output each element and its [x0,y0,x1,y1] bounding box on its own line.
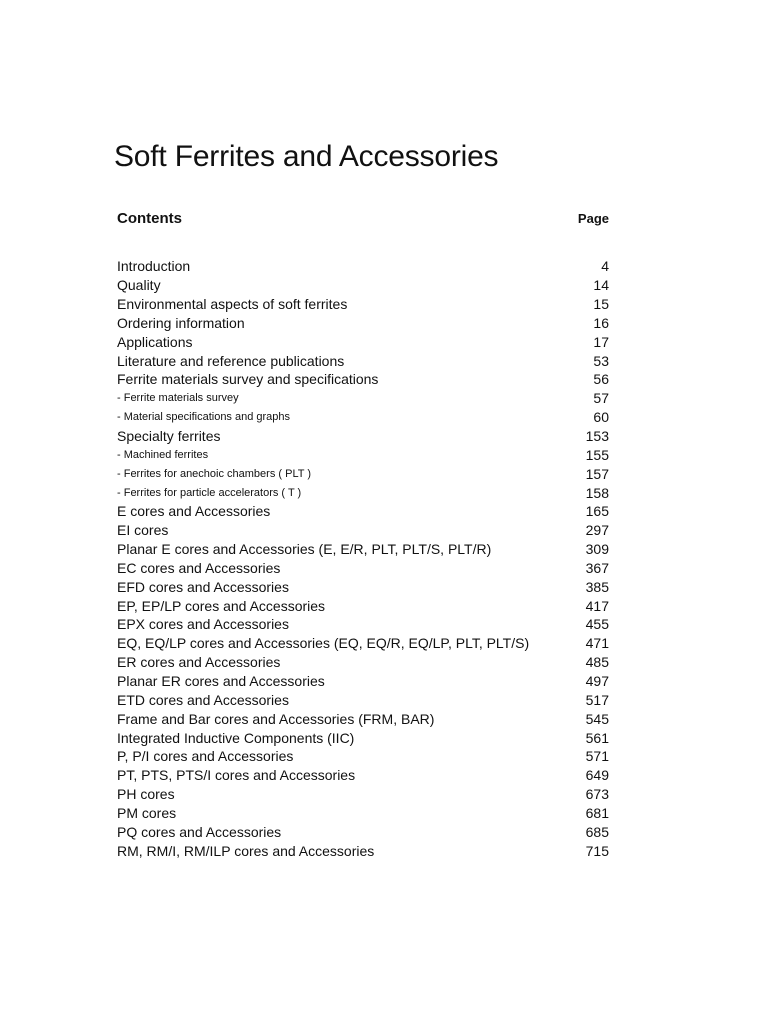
toc-entry-page: 485 [585,654,609,671]
toc-entry-label: EPX cores and Accessories [117,616,289,633]
toc-entry [117,690,609,709]
toc-entry-label: RM, RM/I, RM/ILP cores and Accessories [117,842,375,859]
toc-entry [117,728,609,747]
toc-entry-label: PH cores [117,786,175,803]
toc-entry-page: 455 [585,616,609,633]
toc-entry [117,766,609,785]
toc-entry-label: Introduction [117,258,191,275]
toc-entry [117,841,609,860]
toc-entry-page: 57 [593,390,609,407]
contents-heading: Contents [117,210,182,227]
toc-entry-label: Specialty ferrites [117,428,221,445]
toc-entry-label: PQ cores and Accessories [117,823,282,840]
toc-entry [117,257,609,276]
toc-entry-label: Environmental aspects of soft ferrites [117,296,348,313]
toc-entry-label: - Ferrites for anechoic chambers ( PLT ) [117,467,311,480]
toc-entry-page: 715 [585,842,609,859]
toc-entry-page: 571 [585,748,609,765]
toc-entry [117,653,609,672]
toc-entry [117,427,609,446]
toc-entry-label: Planar ER cores and Accessories [117,672,325,689]
toc-entry-page: 297 [585,522,609,539]
toc-entry [117,596,609,615]
toc-entry [117,822,609,841]
toc-subentry [117,464,609,483]
toc-entry [117,295,609,314]
toc-entry-label: - Material specifications and graphs [117,411,291,424]
toc-entry-page: 158 [585,484,609,501]
toc-entry [117,803,609,822]
toc-entry-page: 471 [585,635,609,652]
toc-entry-page: 153 [585,428,609,445]
toc-entry-page: 561 [585,729,609,746]
toc-entry-page: 14 [593,277,609,294]
toc-entry-label: Integrated Inductive Components (IIC) [117,729,355,746]
toc-entry-page: 517 [585,691,609,708]
toc-entry [117,276,609,295]
toc-entry-label: Applications [117,333,193,350]
toc-header [117,210,609,230]
toc-entry [117,540,609,559]
toc-entry-label: Frame and Bar cores and Accessories (FRM, BAR) [117,710,435,727]
toc-subentry [117,445,609,464]
toc-entry [117,672,609,691]
toc-entry-label: P, P/I cores and Accessories [117,748,294,765]
toc-entry-label: EQ, EQ/LP cores and Accessories (EQ, EQ/R, EQ/LP, PLT, PLT/S) [117,635,530,652]
toc-subentry [117,408,609,427]
toc-entry-label: PT, PTS, PTS/I cores and Accessories [117,767,356,784]
toc-entry [117,785,609,804]
toc-entry-page: 60 [593,409,609,426]
toc-entry-label: - Ferrite materials survey [117,392,239,405]
toc-entry-page: 673 [585,786,609,803]
toc-entry-label: Ordering information [117,314,245,331]
page-column-heading: Page [577,211,609,226]
toc-entry-page: 15 [593,296,609,313]
toc-entry-page: 53 [593,352,609,369]
toc-entry-label: E cores and Accessories [117,503,271,520]
toc-entry-label: PM cores [117,804,177,821]
toc-entry [117,502,609,521]
toc-entry-label: ER cores and Accessories [117,654,281,671]
toc-entry-page: 17 [593,333,609,350]
toc-entry-page: 157 [585,465,609,482]
toc-entry-page: 155 [585,446,609,463]
toc-entry-label: Planar E cores and Accessories (E, E/R, PLT, PLT/S, PLT/R) [117,541,492,558]
toc-entry-page: 681 [585,804,609,821]
page-title: Soft Ferrites and Accessories [114,140,499,173]
toc-entry-label: EI cores [117,522,169,539]
toc-entry-page: 56 [593,371,609,388]
toc-entry-page: 4 [601,258,609,275]
toc-subentry [117,483,609,502]
toc-entry-label: Literature and reference publications [117,352,345,369]
toc-entry-page: 497 [585,672,609,689]
toc-entry-page: 685 [585,823,609,840]
toc-entry [117,370,609,389]
toc-entry-label: ETD cores and Accessories [117,691,289,708]
toc-subentry [117,389,609,408]
toc-entry-page: 385 [585,578,609,595]
toc-entry-label: - Machined ferrites [117,448,209,461]
toc-entry-label: - Ferrites for particle accelerators ( T ) [117,486,302,499]
table-of-contents [117,210,609,876]
toc-entry [117,314,609,333]
toc-entry [117,351,609,370]
toc-entry [117,332,609,351]
toc-entry [117,615,609,634]
toc-entry-page: 417 [585,597,609,614]
toc-entry [117,559,609,578]
toc-entry [117,709,609,728]
toc-entry-label: EFD cores and Accessories [117,578,289,595]
toc-entry-page: 545 [585,710,609,727]
toc-entry-label: Quality [117,277,161,294]
toc-entry [117,577,609,596]
toc-entry-page: 309 [585,541,609,558]
toc-entry-label: EC cores and Accessories [117,559,281,576]
toc-list [117,257,609,860]
toc-entry-page: 165 [585,503,609,520]
toc-entry-label: EP, EP/LP cores and Accessories [117,597,326,614]
toc-entry [117,747,609,766]
toc-entry-page: 367 [585,559,609,576]
toc-entry-label: Ferrite materials survey and specifications [117,371,379,388]
toc-entry [117,634,609,653]
toc-entry-page: 649 [585,767,609,784]
toc-entry-page: 16 [593,314,609,331]
toc-entry [117,521,609,540]
